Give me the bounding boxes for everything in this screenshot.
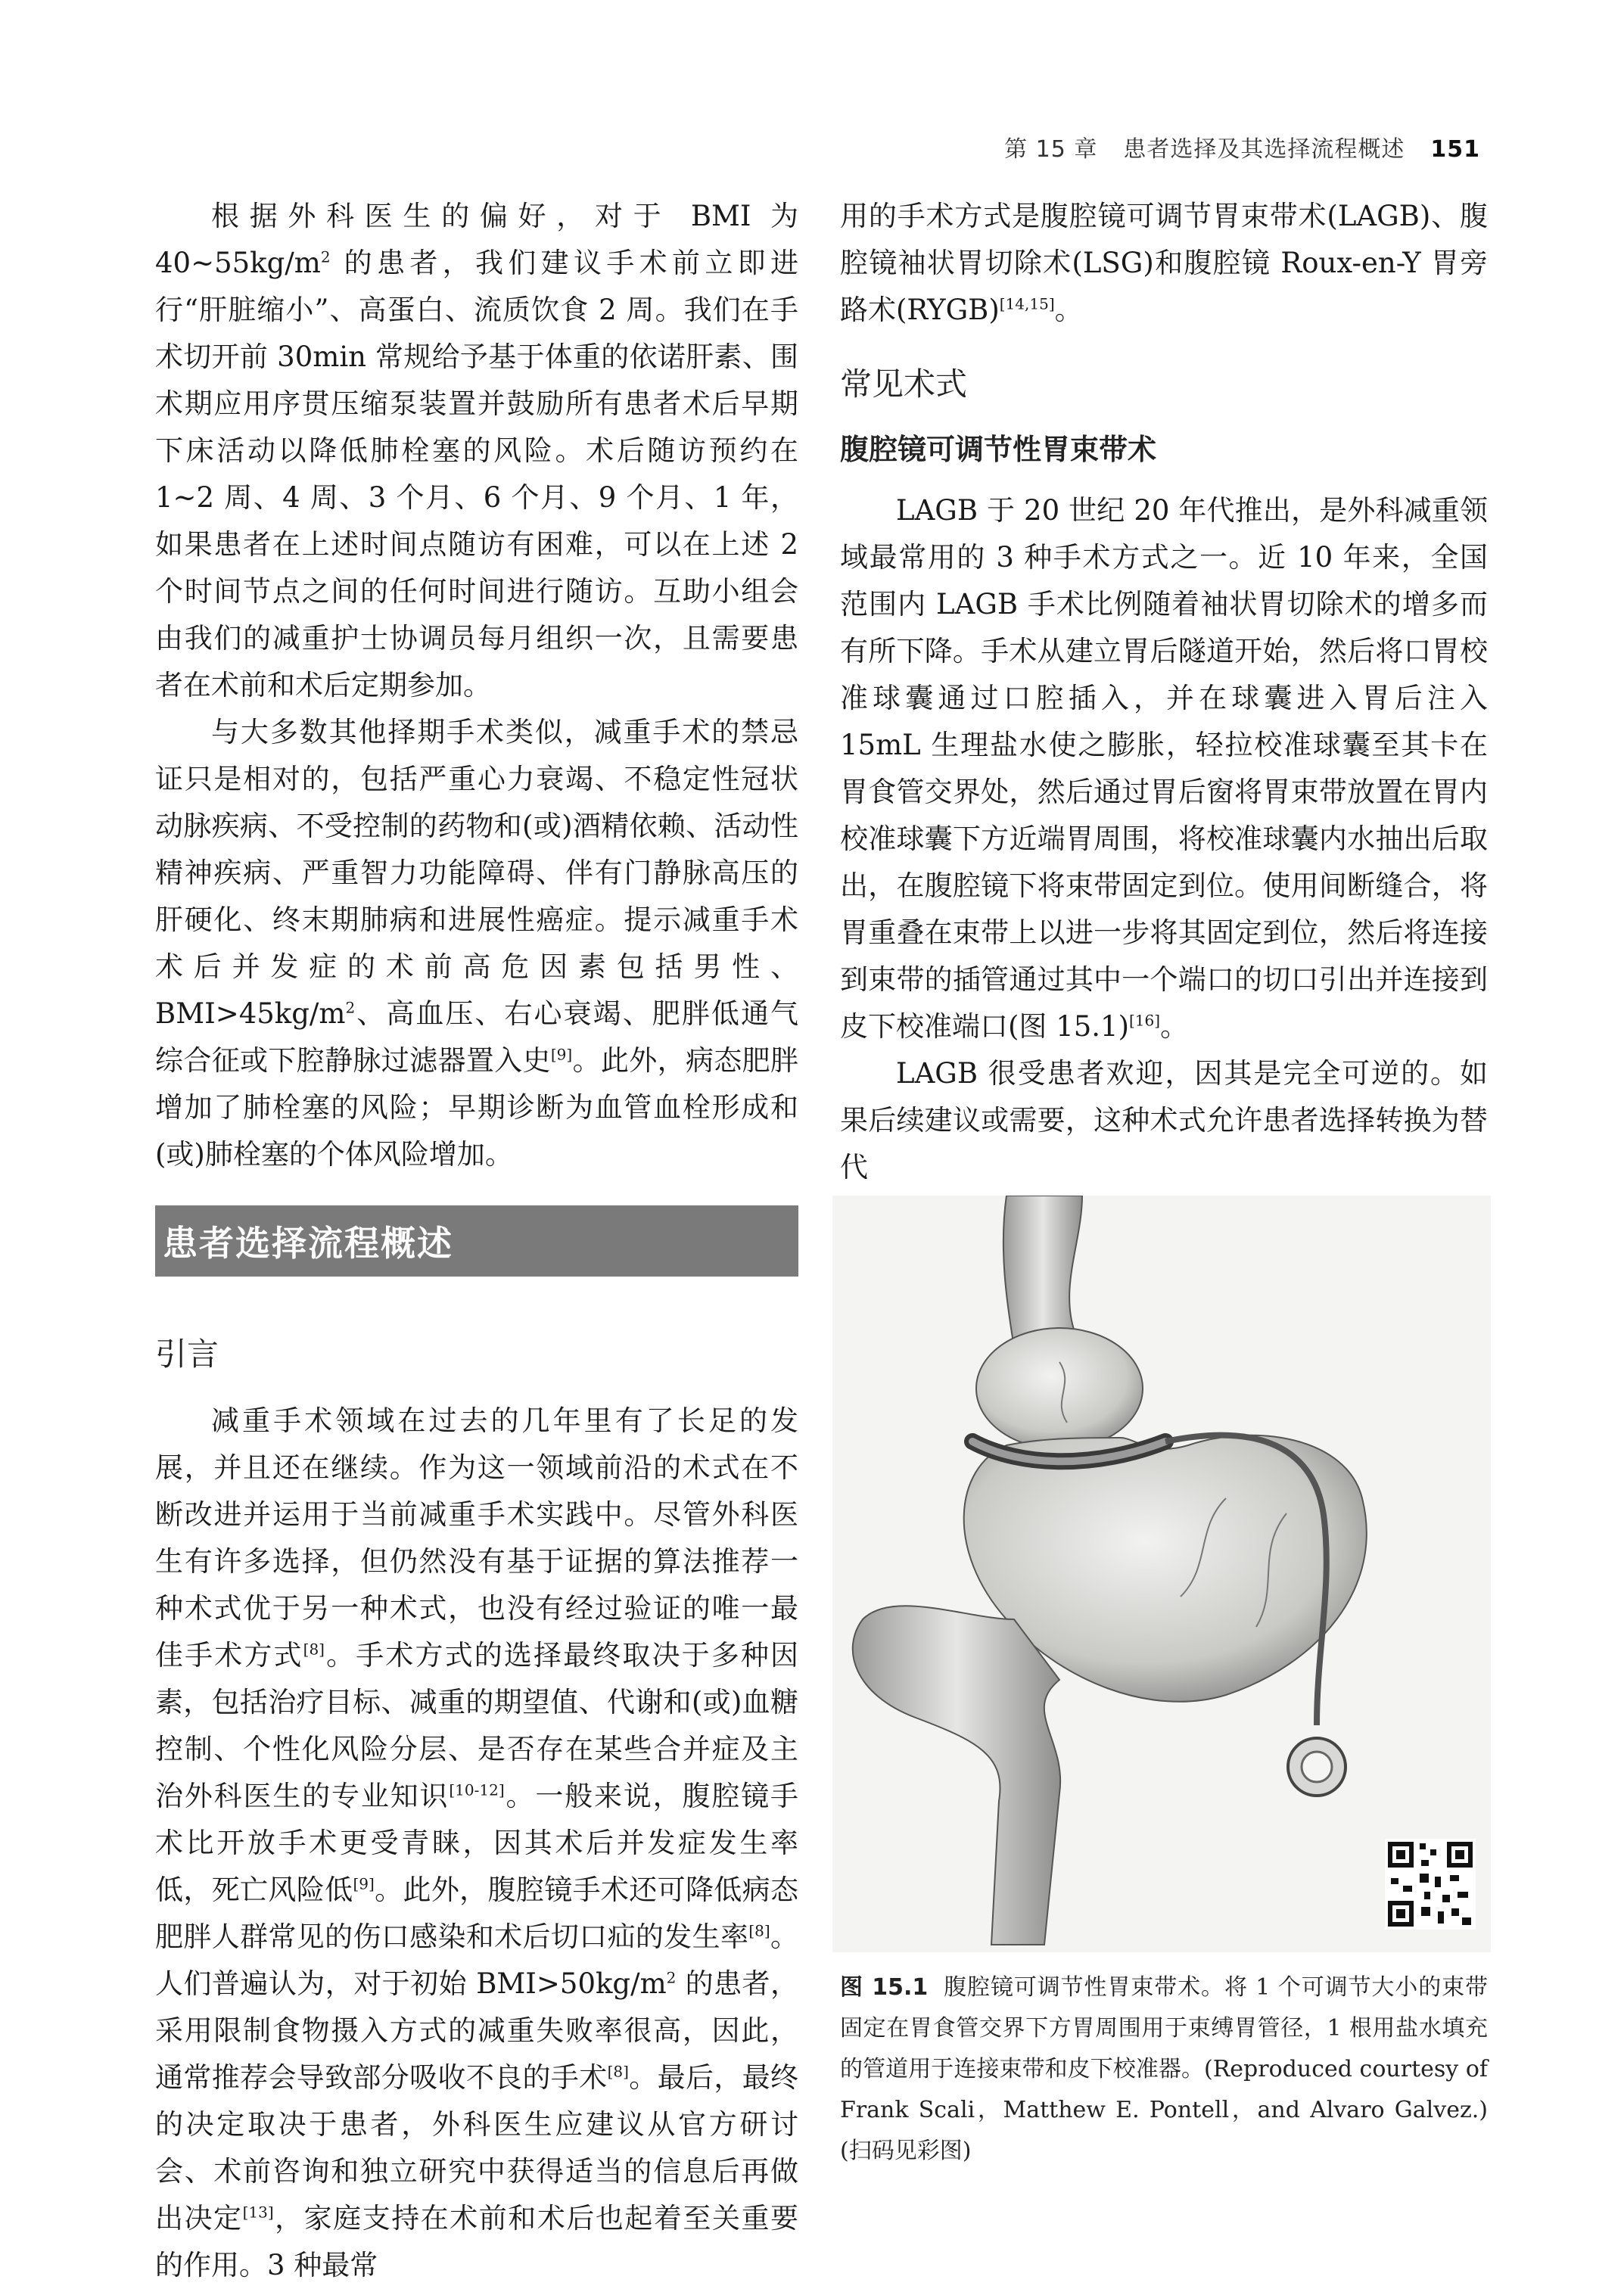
figure-caption [840,1967,1488,2172]
paragraph: 根据外科医生的偏好，对于 BMI 为 $40\sim 55kg/m^2$ 的患者，我们建议手术前立即进行“肝脏缩小”、高蛋白、流质饮食 2 周。我们在手术切开前 30min 常规给予基于体重的依诺肝素、围术期应用序贯压缩泵装置并鼓励所有患者术后早期下床活动以降低肺栓塞的风险。术后随访预约在 1~2 周、4 周、3 个月、6 个月、9 个月、1 年，如果患者在上述时间点随访有困难，可以在上述 2 个时间节点之间的任何时间进行随访。互助小组会由我们的减重护士协调员每月组织一次，且需要患者在术前和术后定期参加。 [155,200,798,701]
left-column [155,193,798,2289]
lagb-heading: 腹腔镜可调节性胃束带术 [840,433,1157,466]
figure-label: 图 15.1 [840,1974,929,2001]
figure-caption-text: 腹腔镜可调节性胃束带术。将 1 个可调节大小的束带固定在胃食管交界下方胃周围用于束缚胃管径，1 根用盐水填充的管道用于连接束带和皮下校准器。(Reproduced courtesy of Frank Scali，Matthew E. Pontell，and Alvaro Galvez.)(扫码见彩图) [840,1974,1488,2164]
qr-code[interactable] [1385,1839,1476,1930]
paragraph: 减重手术领域在过去的几年里有了长足的发展，并且还在继续。作为这一领域前沿的术式在不断改进并运用于当前减重手术实践中。尽管外科医生有许多选择，但仍然没有基于证据的算法推荐一种术式优于另一种术式，也没有经过验证的唯一最佳手术方式[8]。手术方式的选择最终取决于多种因素，包括治疗目标、减重的期望值、代谢和(或)血糖控制、个性化风险分层、是否存在某些合并症及主治外科医生的专业知识[10-12]。一般来说，腹腔镜手术比开放手术更受青睐，因其术后并发症发生率低，死亡风险低[9]。此外，腹腔镜手术还可降低病态肥胖人群常见的伤口感染和术后切口疝的发生率[8]。人们普遍认为，对于初始 $BMI>50kg/m^2$ 的患者，采用限制食物摄入方式的减重失败率很高，因此，通常推荐会导致部分吸收不良的手术[8]。最后，最终的决定取决于患者，外科医生应建议从官方研讨会、术前咨询和独立研究中获得适当的信息后再做出决定[13]，家庭支持在术前和术后也起着至关重要的作用。3 种最常 [155,1404,799,2281]
chapter-number: 第 15 章 [1004,136,1098,163]
gastric-band-illustration [832,1196,1491,1952]
intro-heading: 引言 [155,1336,219,1373]
chapter-title: 患者选择及其选择流程概述 [1123,136,1405,163]
common-procedures-heading: 常见术式 [840,365,968,403]
stomach-drawing [832,1196,1491,1952]
page-number: 151 [1430,136,1480,163]
paragraph: LAGB 很受患者欢迎，因其是完全可逆的。如果后续建议或需要，这种术式允许患者选择转换为替代 [840,1057,1488,1183]
paragraph: 与大多数其他择期手术类似，减重手术的禁忌证只是相对的，包括严重心力衰竭、不稳定性冠状动脉疾病、不受控制的药物和(或)酒精依赖、活动性精神疾病、严重智力功能障碍、伴有门静脉高压的肝硬化、终末期肺病和进展性癌症。提示减重手术术后并发症的术前高危因素包括男性、$BMI>45kg/m^2$、高血压、右心衰竭、肥胖低通气综合征或下腔静脉过滤器置入史[9]。此外，病态肥胖增加了肺栓塞的风险；早期诊断为血管血栓形成和(或)肺栓塞的个体风险增加。 [155,716,799,1171]
paragraph: LAGB 于 20 世纪 20 年代推出，是外科减重领域最常用的 3 种手术方式之一。近 10 年来，全国范围内 LAGB 手术比例随着袖状胃切除术的增多而有所下降。手术从建立胃后隧道开始，然后将口胃校准球囊通过口腔插入，并在球囊进入胃后注入 15mL 生理盐水使之膨胀，轻拉校准球囊至其卡在胃食管交界处，然后通过胃后窗将胃束带放置在胃内校准球囊下方近端胃周围，将校准球囊内水抽出后取出，在腹腔镜下将束带固定到位。使用间断缝合，将胃重叠在束带上以进一步将其固定到位，然后将连接到束带的插管通过其中一个端口的切口引出并连接到皮下校准端口(图 15.1)[16]。 [840,494,1488,1043]
section-heading: 患者选择流程概述 [155,1205,798,1277]
paragraph: 用的手术方式是腹腔镜可调节胃束带术(LAGB)、腹腔镜袖状胃切除术(LSG)和腹腔镜 Roux-en-Y 胃旁路术(RYGB)[14,15]。 [840,200,1488,326]
right-column [840,193,1488,1191]
running-header [1004,130,1480,163]
